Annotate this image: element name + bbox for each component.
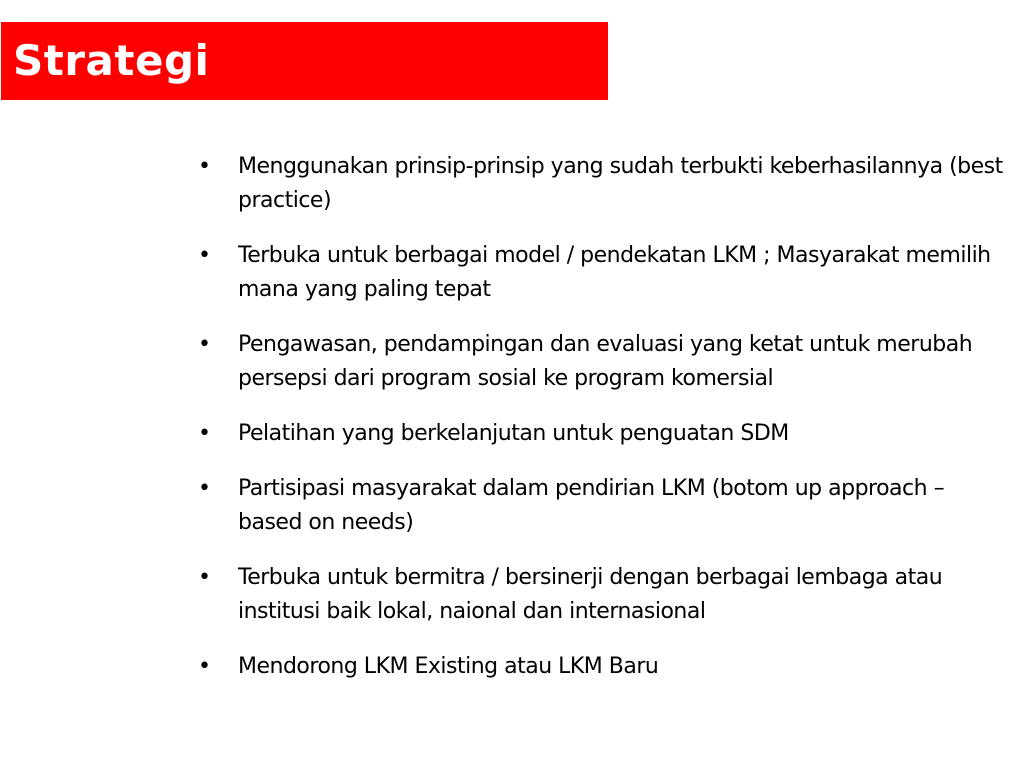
bullet-icon: • [198,154,211,179]
bullet-item [198,328,1004,396]
bullet-text: Mendorong LKM Existing atau LKM Baru [238,654,659,679]
bullet-item [198,239,1004,307]
slide-title: Strategi [13,36,210,85]
bullet-text: Pelatihan yang berkelanjutan untuk penguatan SDM [238,421,789,446]
title-banner [1,22,608,100]
bullet-icon: • [198,332,211,357]
bullet-icon: • [198,421,211,446]
bullet-item [198,472,1004,540]
bullet-icon: • [198,654,211,679]
bullet-text: Terbuka untuk bermitra / bersinerji dengan berbagai lembaga atau institusi baik lokal, naional dan internasional [238,565,943,624]
bullet-item [198,561,1004,629]
bullet-icon: • [198,243,211,268]
bullet-item [198,650,1004,684]
bullet-item [198,150,1004,218]
bullet-text: Terbuka untuk berbagai model / pendekatan LKM ; Masyarakat memilih mana yang paling tepat [238,243,991,302]
bullet-icon: • [198,476,211,501]
bullet-item [198,417,1004,451]
bullet-text: Partisipasi masyarakat dalam pendirian LKM (botom up approach – based on needs) [238,476,945,535]
bullet-icon: • [198,565,211,590]
bullet-list [198,150,1004,705]
bullet-text: Menggunakan prinsip-prinsip yang sudah terbukti keberhasilannya (best practice) [238,154,1003,213]
bullet-text: Pengawasan, pendampingan dan evaluasi yang ketat untuk merubah persepsi dari program sosial ke program komersial [238,332,973,391]
